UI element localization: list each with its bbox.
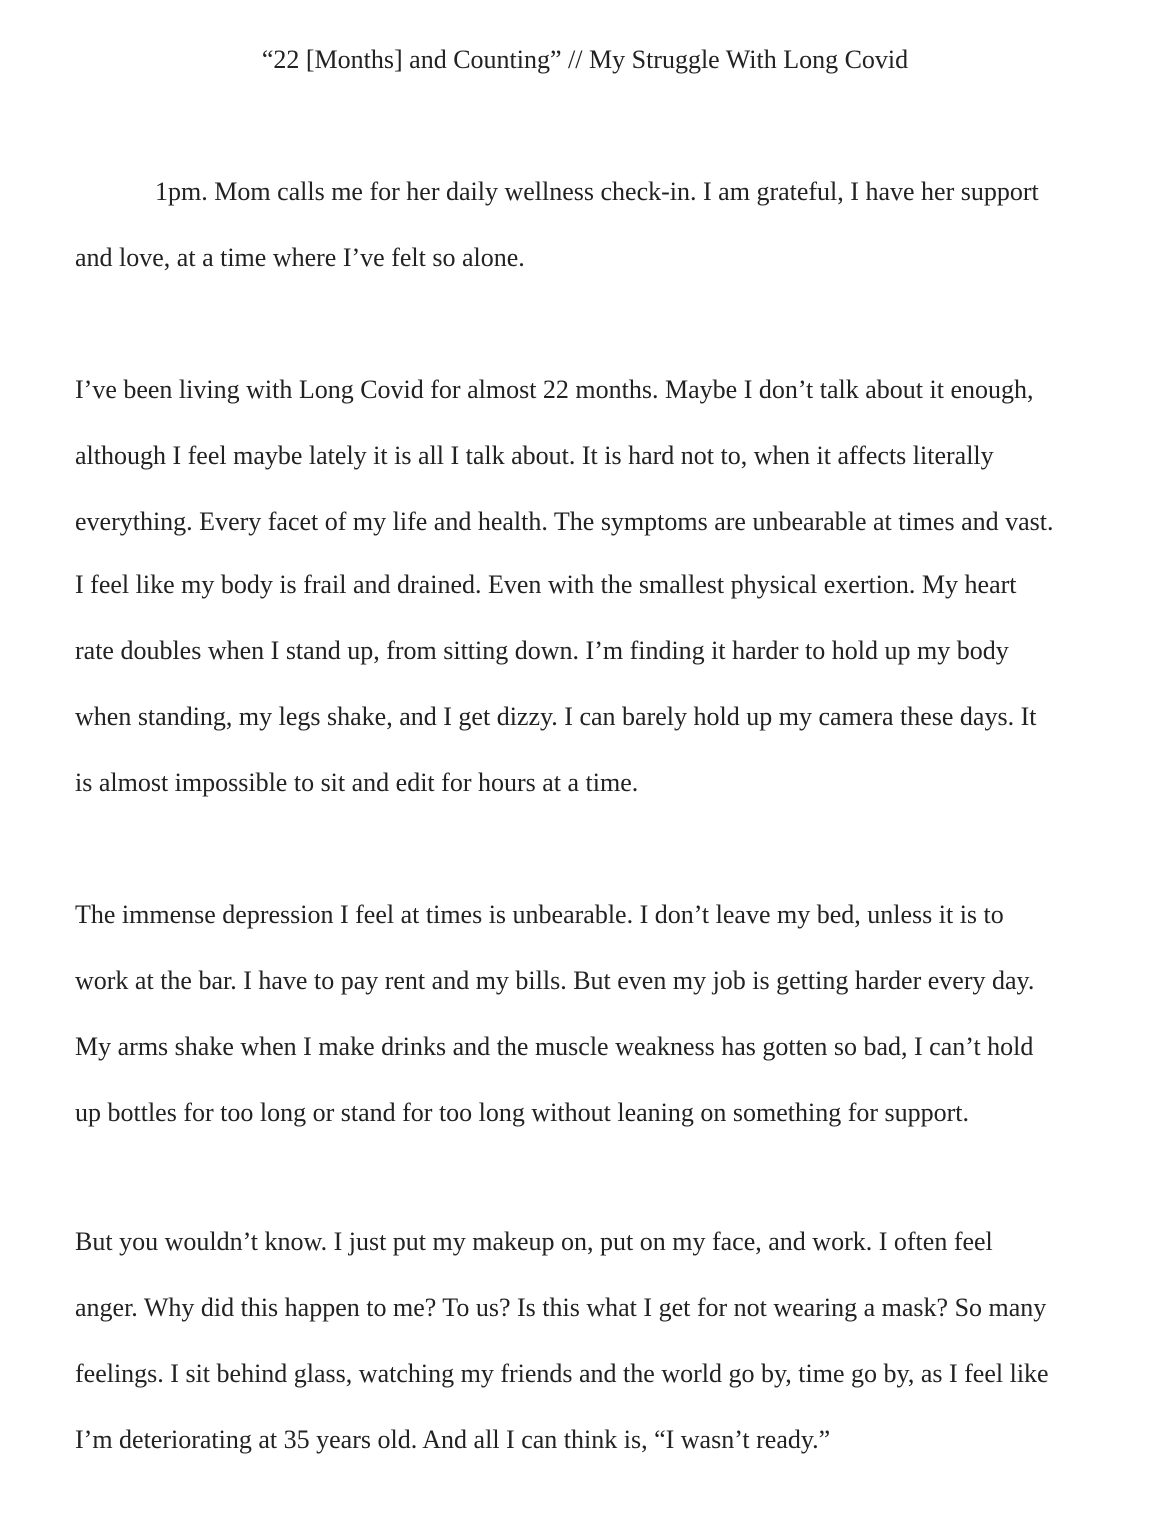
paragraph-line: 1pm. Mom calls me for her daily wellness check-in. I am grateful, I have her support [155, 177, 1039, 206]
paragraph-line: is almost impossible to sit and edit for hours at a time. [75, 768, 639, 797]
document-title: “22 [Months] and Counting” // My Struggle With Long Covid [261, 45, 909, 74]
paragraph-line: work at the bar. I have to pay rent and my bills. But even my job is getting harder every day. [75, 966, 1035, 995]
paragraph-line: feelings. I sit behind glass, watching my friends and the world go by, time go by, as I feel like [75, 1359, 1049, 1388]
paragraph-line: I’m deteriorating at 35 years old. And all I can think is, “I wasn’t ready.” [75, 1425, 831, 1454]
paragraph-line: although I feel maybe lately it is all I talk about. It is hard not to, when it affects literally [75, 441, 994, 470]
paragraph-line: I’ve been living with Long Covid for almost 22 months. Maybe I don’t talk about it enough, [75, 375, 1034, 404]
paragraph-line: I feel like my body is frail and drained. Even with the smallest physical exertion. My heart [75, 570, 1017, 599]
paragraph-line: up bottles for too long or stand for too long without leaning on something for support. [75, 1098, 970, 1127]
paragraph-line: when standing, my legs shake, and I get dizzy. I can barely hold up my camera these days. It [75, 702, 1037, 731]
paragraph-line: anger. Why did this happen to me? To us? Is this what I get for not wearing a mask? So many [75, 1293, 1047, 1322]
paragraph-line: and love, at a time where I’ve felt so alone. [75, 243, 525, 272]
paragraph-line: The immense depression I feel at times is unbearable. I don’t leave my bed, unless it is to [75, 900, 1004, 929]
paragraph-line: But you wouldn’t know. I just put my makeup on, put on my face, and work. I often feel [75, 1227, 993, 1256]
paragraph-line: everything. Every facet of my life and health. The symptoms are unbearable at times and vast. [75, 507, 1054, 536]
paragraph-line: rate doubles when I stand up, from sitting down. I’m finding it harder to hold up my body [75, 636, 1009, 665]
paragraph-line: My arms shake when I make drinks and the muscle weakness has gotten so bad, I can’t hold [75, 1032, 1034, 1061]
